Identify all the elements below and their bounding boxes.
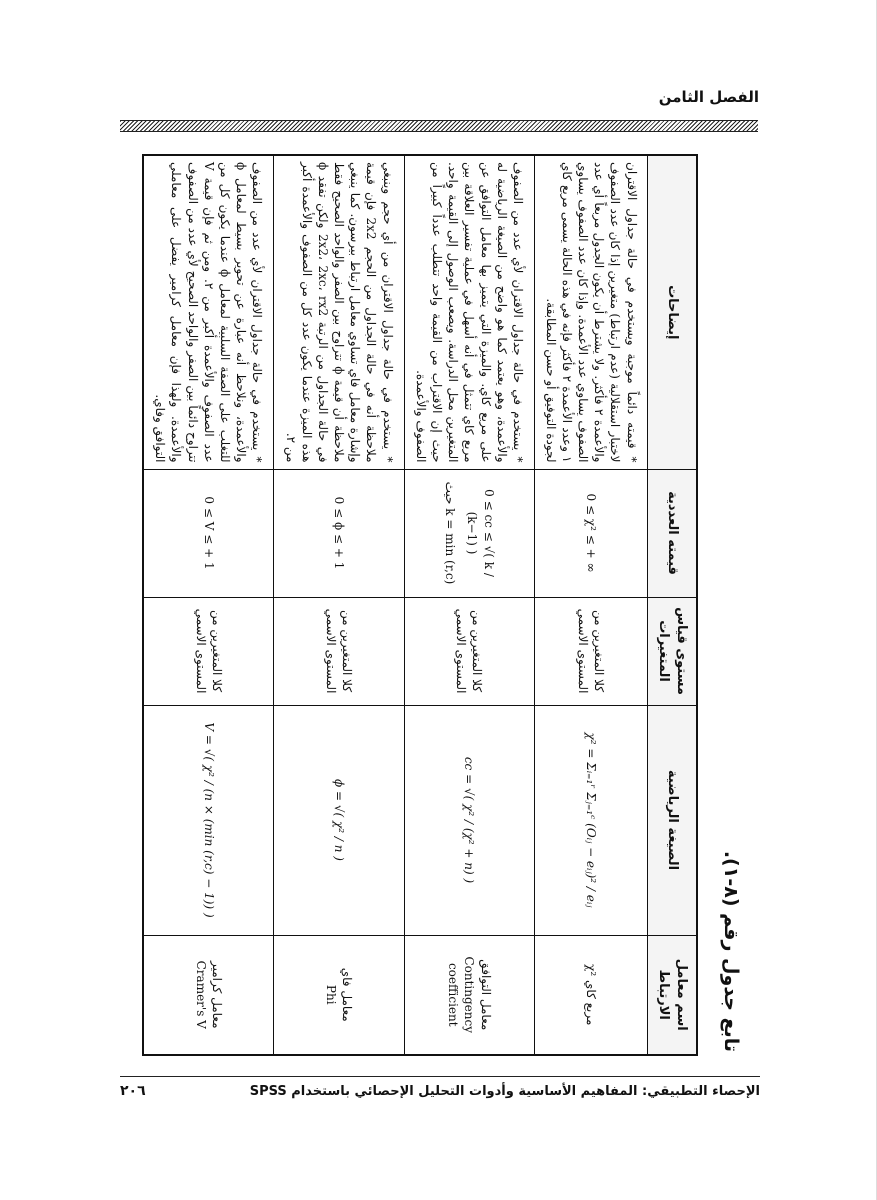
range-cell xyxy=(404,469,534,597)
range-cell xyxy=(534,469,647,597)
range-value: 0 ≤ χ² ≤ + ∞ xyxy=(584,493,599,573)
page-footer xyxy=(120,1076,760,1099)
correlation-table xyxy=(142,154,698,1056)
col-header-explanation: إيضاحات xyxy=(648,155,698,469)
coef-name-latin: Cramer's V xyxy=(193,960,208,1029)
range-cell xyxy=(143,469,274,597)
formula-cell: V = √( χ² / (n × (min (r,c) − 1)) ) xyxy=(143,705,274,935)
range-value: 0 ≤ ϕ ≤ + 1 xyxy=(332,496,347,570)
formula-cell: ϕ = √( χ² / n ) xyxy=(274,705,404,935)
table-row xyxy=(143,155,274,1055)
formula-cell: cc = √( χ² / (χ² + n) ) xyxy=(404,705,534,935)
coef-name-cell xyxy=(143,935,274,1055)
chapter-header: الفصل الثامن xyxy=(658,88,759,106)
coef-name: معامل فاي xyxy=(340,967,355,1022)
coef-name-cell xyxy=(534,935,647,1055)
header-rule xyxy=(120,120,758,132)
col-header-name: اسم معامل الارتباط xyxy=(648,935,698,1055)
range-cell xyxy=(274,469,404,597)
page-number: ٢٠٦ xyxy=(120,1083,146,1099)
coef-name: معامل التوافق xyxy=(478,959,493,1031)
level-cell: كلا المتغيرين من المستوى الاسمي xyxy=(274,597,404,705)
explanation-cell: * قيمته دائماً موجبة ويستخدم في حالة جداول الاقتران لاختبار استقلالية (عدم ارتباط) متغيرين إذا كان عدد الصفوف والأعمدة ٢ فأكثر. ولا يشترط أن يكون الجدول مربعاً أي عدد الصفوف يساوي عدد الأعمدة. وإذا كان عدد الصفوف يساوي ١ وعدد الأعمدة ٢ فأكثر فإنه في هذه الحالة يسمى مربع كاي لجودة التوفيق أو حسن المطابقة. xyxy=(534,155,647,469)
coef-name-latin: Phi xyxy=(324,984,339,1005)
table-title: تابع جدول رقم (٨-١). xyxy=(720,850,742,1052)
table-row xyxy=(534,155,647,1055)
level-cell: كلا المتغيرين من المستوى الاسمي xyxy=(404,597,534,705)
col-header-range: قيمته العددية xyxy=(648,469,698,597)
level-cell: كلا المتغيرين من المستوى الاسمي xyxy=(143,597,274,705)
range-note: حيث k = min (r,c) xyxy=(443,481,458,585)
coef-name: معامل كرامير xyxy=(209,960,224,1029)
table-header-row xyxy=(648,155,698,1055)
explanation-cell: * يستخدم في حالة جداول الاقتران لأي عدد من الصفوف والأعمدة، ونلاحظ أنه عبارة عن تحوير بسيط لمعامل ϕ للتغلب على الصفة السلبية لمعامل ϕ عندما يكون كل من عدد الصفوف والأعمدة أكبر من ٢. ومن ثم فإن قيمة V تتراوح دائماً بين الصفر والواحد الصحيح لأي عدد من الصفوف والأعمدة. ولهذا فإن معامل كرامير يفضل على معاملي التوافق وفاي. xyxy=(143,155,274,469)
coef-name-latin: Contingency coefficient xyxy=(446,956,477,1034)
col-header-level: مستوى قياس المتغيرات xyxy=(648,597,698,705)
coef-name: مربع كاي χ² xyxy=(584,964,599,1026)
explanation-cell: * يستخدم في حالة جداول الاقتران من أي حجم وينبغي ملاحظة أنه في حالة الجداول من الحجم 2x2 فإن قيمة وإشارة معامل فاي تساوي معامل ارتباط بيرسون. كما ينبغي ملاحظة أن قيمة ϕ تتراوح بين الصفر والواحد الصحيح فقط في حالة الجداول من الرتبة 2x2، 2xc، rx2 ولكن تفقد ϕ هذه الميزة عندما يكون عدد كل من الصفوف والأعمدة أكبر من ٢. xyxy=(274,155,404,469)
formula-cell: χ² = Σᵢ₌₁ʳ Σⱼ₌₁ᶜ (Oᵢⱼ − eᵢⱼ)² / eᵢⱼ xyxy=(534,705,647,935)
book-title: الإحصاء التطبيقي: المفاهيم الأساسية وأدوات التحليل الإحصائي باستخدام SPSS xyxy=(249,1083,760,1099)
table-row xyxy=(404,155,534,1055)
coef-name-cell xyxy=(274,935,404,1055)
level-cell: كلا المتغيرين من المستوى الاسمي xyxy=(534,597,647,705)
range-value: 0 ≤ cc ≤ √( k / (k−1) ) xyxy=(465,489,496,577)
table-row xyxy=(274,155,404,1055)
explanation-cell: * يستخدم في حالة جداول الاقتران لأي عدد من الصفوف والأعمدة، وهو يعتمد كما هو واضح من الصيغة الرياضية له على مربع كاي. والميزة التي يتميز بها معامل التوافق عن مربع كاي تتمثل في أنه أسهل في عملية تفسير العلاقة بين المتغيرين محل الدراسة. ويصعب الوصول إلى القيمة واحد. حيث إن الاقتراب من القيمة واحد تتطلب عدداً كبيراً من الصفوف والأعمدة. xyxy=(404,155,534,469)
rotated-table-block xyxy=(132,154,742,1054)
col-header-formula: الصيغة الرياضية xyxy=(648,705,698,935)
range-value: 0 ≤ V ≤ + 1 xyxy=(201,496,216,570)
coef-name-cell xyxy=(404,935,534,1055)
